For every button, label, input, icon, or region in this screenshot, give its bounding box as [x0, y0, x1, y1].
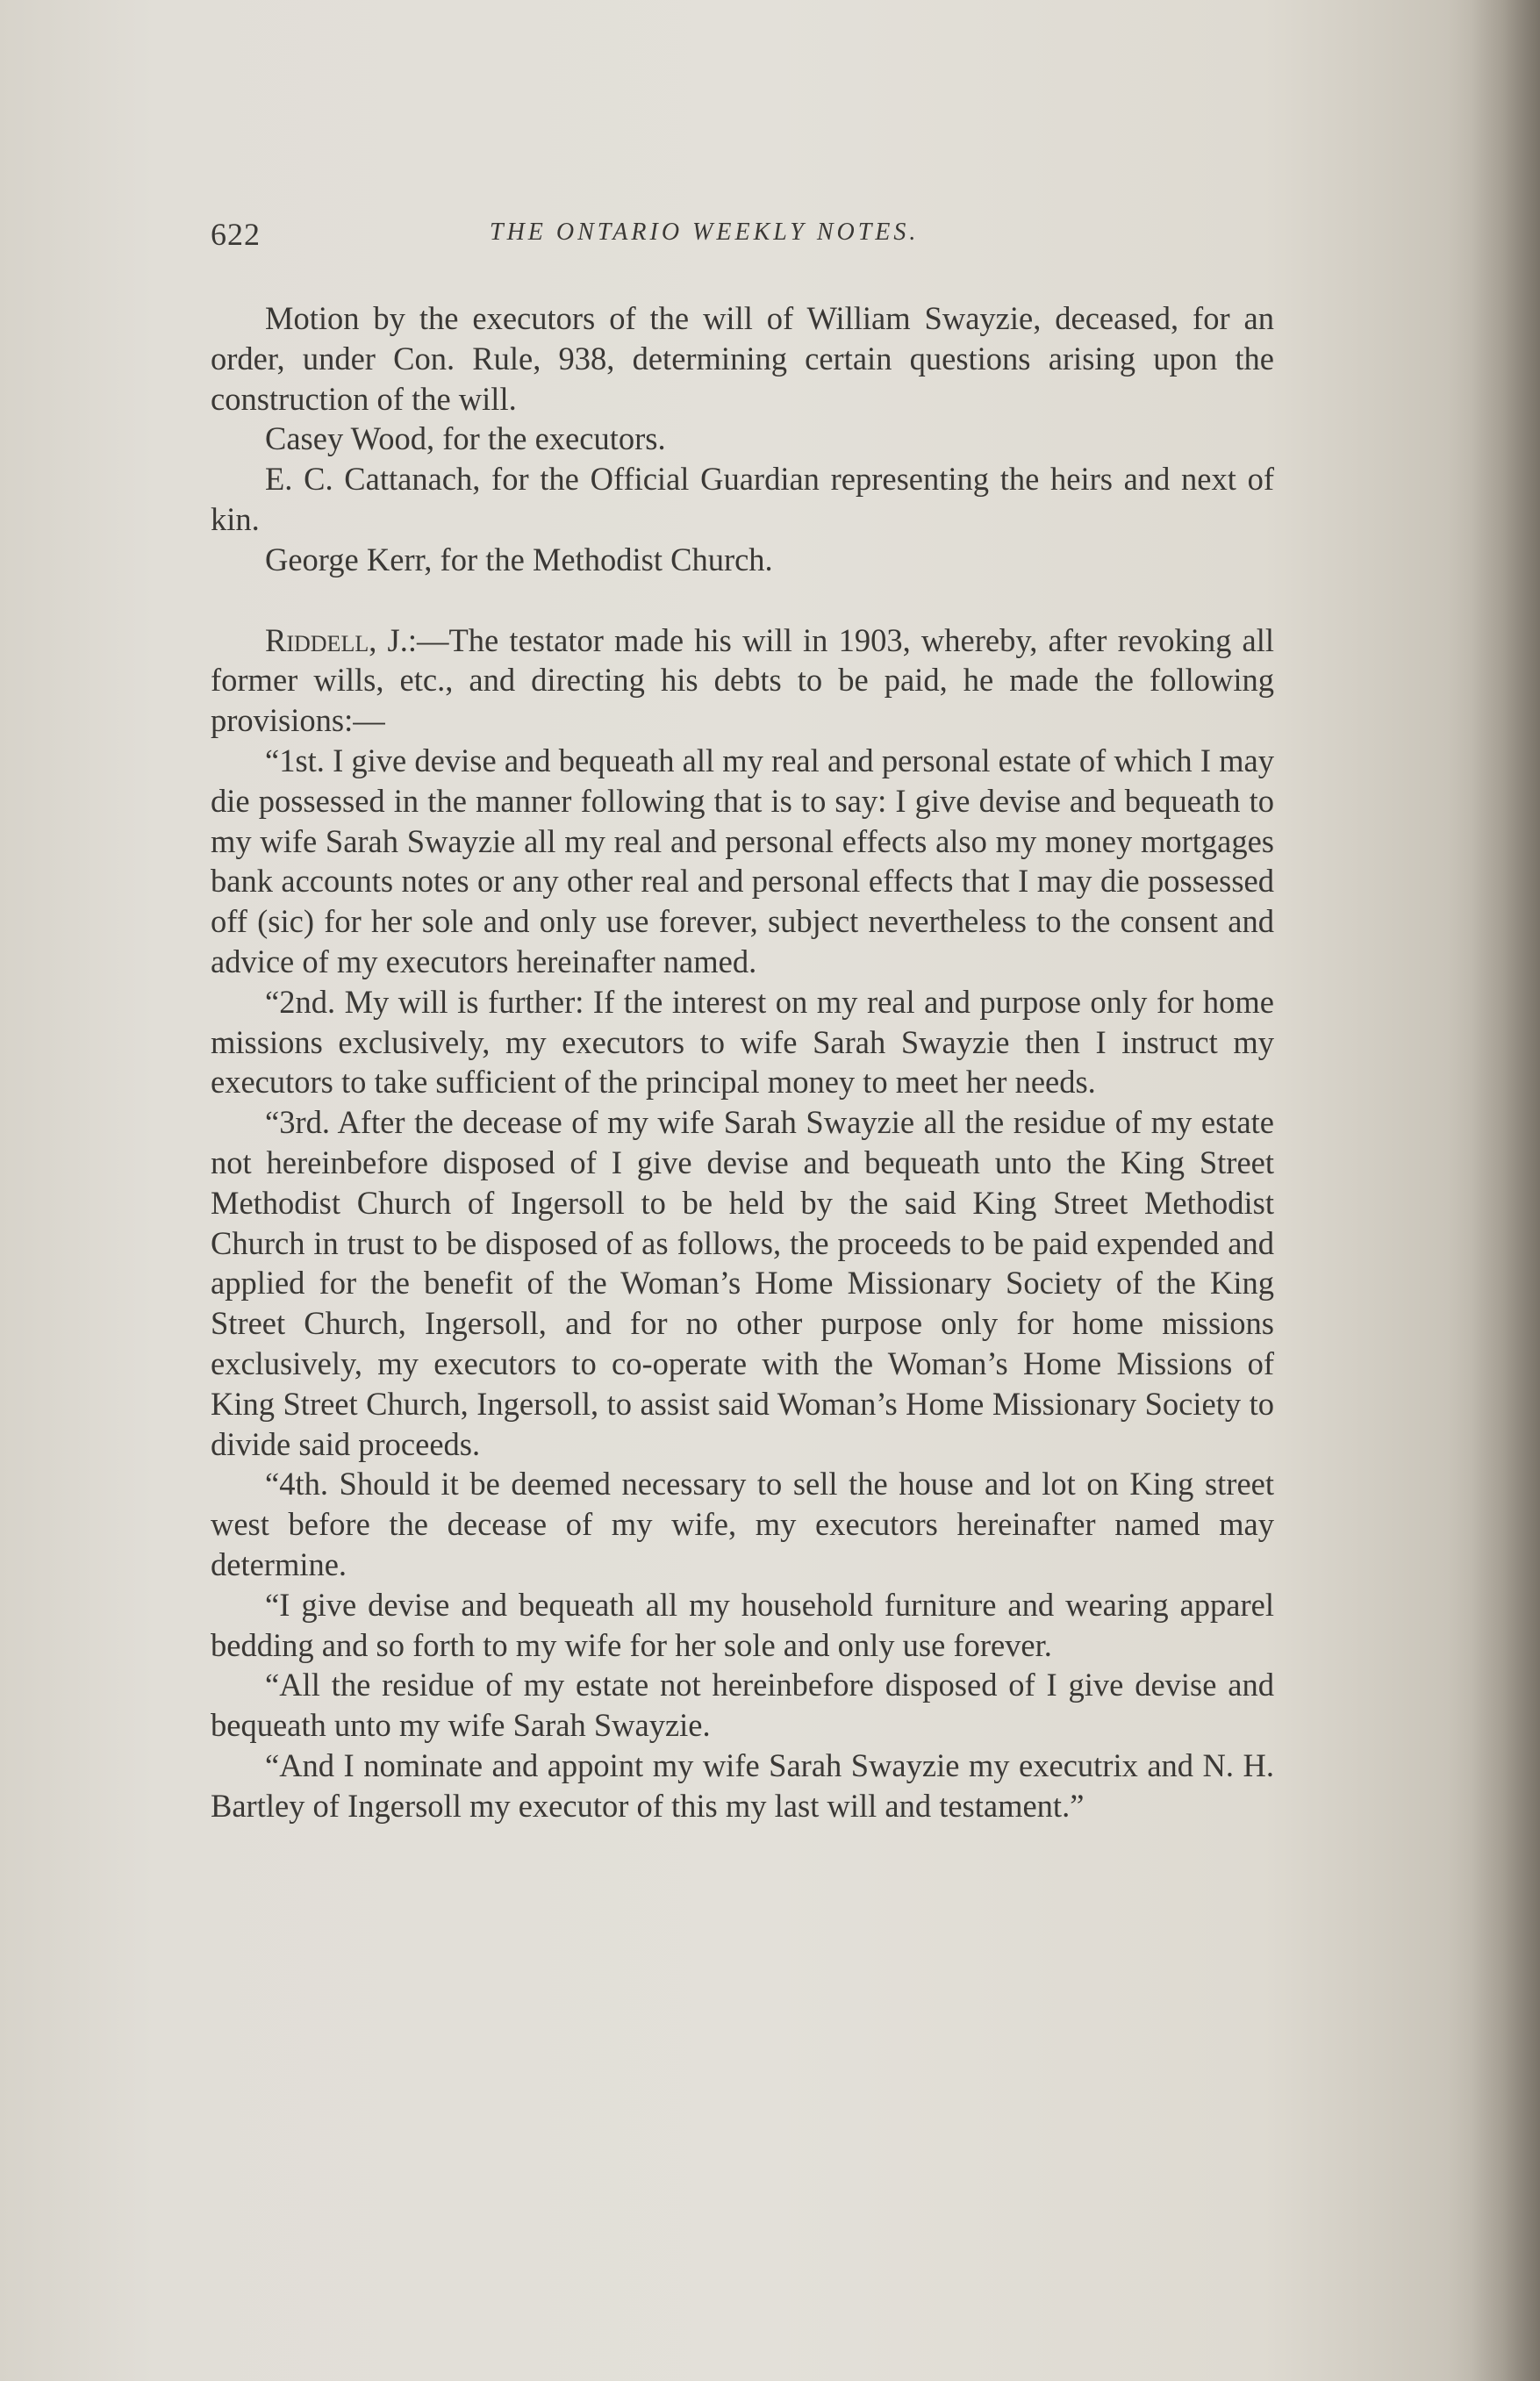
counsel-line: Casey Wood, for the executors.	[265, 420, 666, 457]
page-edge-shadow	[1472, 0, 1540, 2381]
will-clause: “4th. Should it be deemed necessary to sell the house and lot on King street west before the decease of my wife, my executors hereinafter named may determine.	[211, 1466, 1274, 1582]
counsel-line: E. C. Cattanach, for the Official Guardian representing the heirs and next of kin.	[211, 461, 1274, 537]
motion-paragraph: Motion by the executors of the will of William Swayzie, deceased, for an order, under Con. Rule, 938, determining certain questions arising upon the construction of the will.	[211, 300, 1274, 417]
running-head: THE ONTARIO WEEKLY NOTES.	[490, 219, 920, 246]
will-clause: “All the residue of my estate not hereinbefore disposed of I give devise and bequeath unto my wife Sarah Swayzie.	[211, 1667, 1274, 1744]
counsel-line: George Kerr, for the Methodist Church.	[265, 541, 773, 577]
will-clause: “I give devise and bequeath all my household furniture and wearing apparel bedding and so forth to my wife for her sole and only use forever.	[211, 1586, 1274, 1663]
page-number: 622	[211, 217, 261, 252]
will-clause: “And I nominate and appoint my wife Sarah Swayzie my executrix and N. H. Bartley of Ingersoll my executor of this my last will and testament.”	[211, 1746, 1274, 1824]
will-clause: “3rd. After the decease of my wife Sarah Swayzie all the residue of my estate not hereinbefore disposed of I give devise and bequeath unto the King Street Methodist Church of Ingersoll to be held by the said King Street Methodist Church in trust to be disposed of as follows, the proceeds to be paid expended and applied for the benefit of the Woman’s Home Missionary Society of the King Street Church, Ingersoll, and for no other purpose only for home missions exclusively, my executors to co-operate with the Woman’s Home Missions of King Street Church, Ingersoll, to assist said Woman’s Home Missionary Society to divide said proceeds.	[211, 1104, 1274, 1462]
will-clause: “2nd. My will is further: If the interest on my real and purpose only for home missions exclusively, my executors to wife Sarah Swayzie then I instruct my executors to take sufficient of the principal money to meet her needs.	[211, 983, 1274, 1101]
judge-name: Riddell, J.	[265, 621, 408, 658]
body-text	[211, 298, 1274, 1825]
judgment-intro-text: :—The testator made his will in 1903, whereby, after revoking all former wills, etc., and directing his debts to be paid, he made the following provisions:—	[211, 621, 1275, 739]
page-header	[211, 216, 1281, 258]
will-clause: “1st. I give devise and bequeath all my real and personal estate of which I may die possessed in the manner following that is to say: I give devise and bequeath to my wife Sarah Swayzie all my real and personal effects also my money mortgages bank accounts notes or any other real and personal effects that I may die possessed off (sic) for her sole and only use forever, subject nevertheless to the consent and advice of my executors hereinafter named.	[211, 742, 1274, 979]
judgment-intro-paragraph	[211, 620, 1274, 741]
